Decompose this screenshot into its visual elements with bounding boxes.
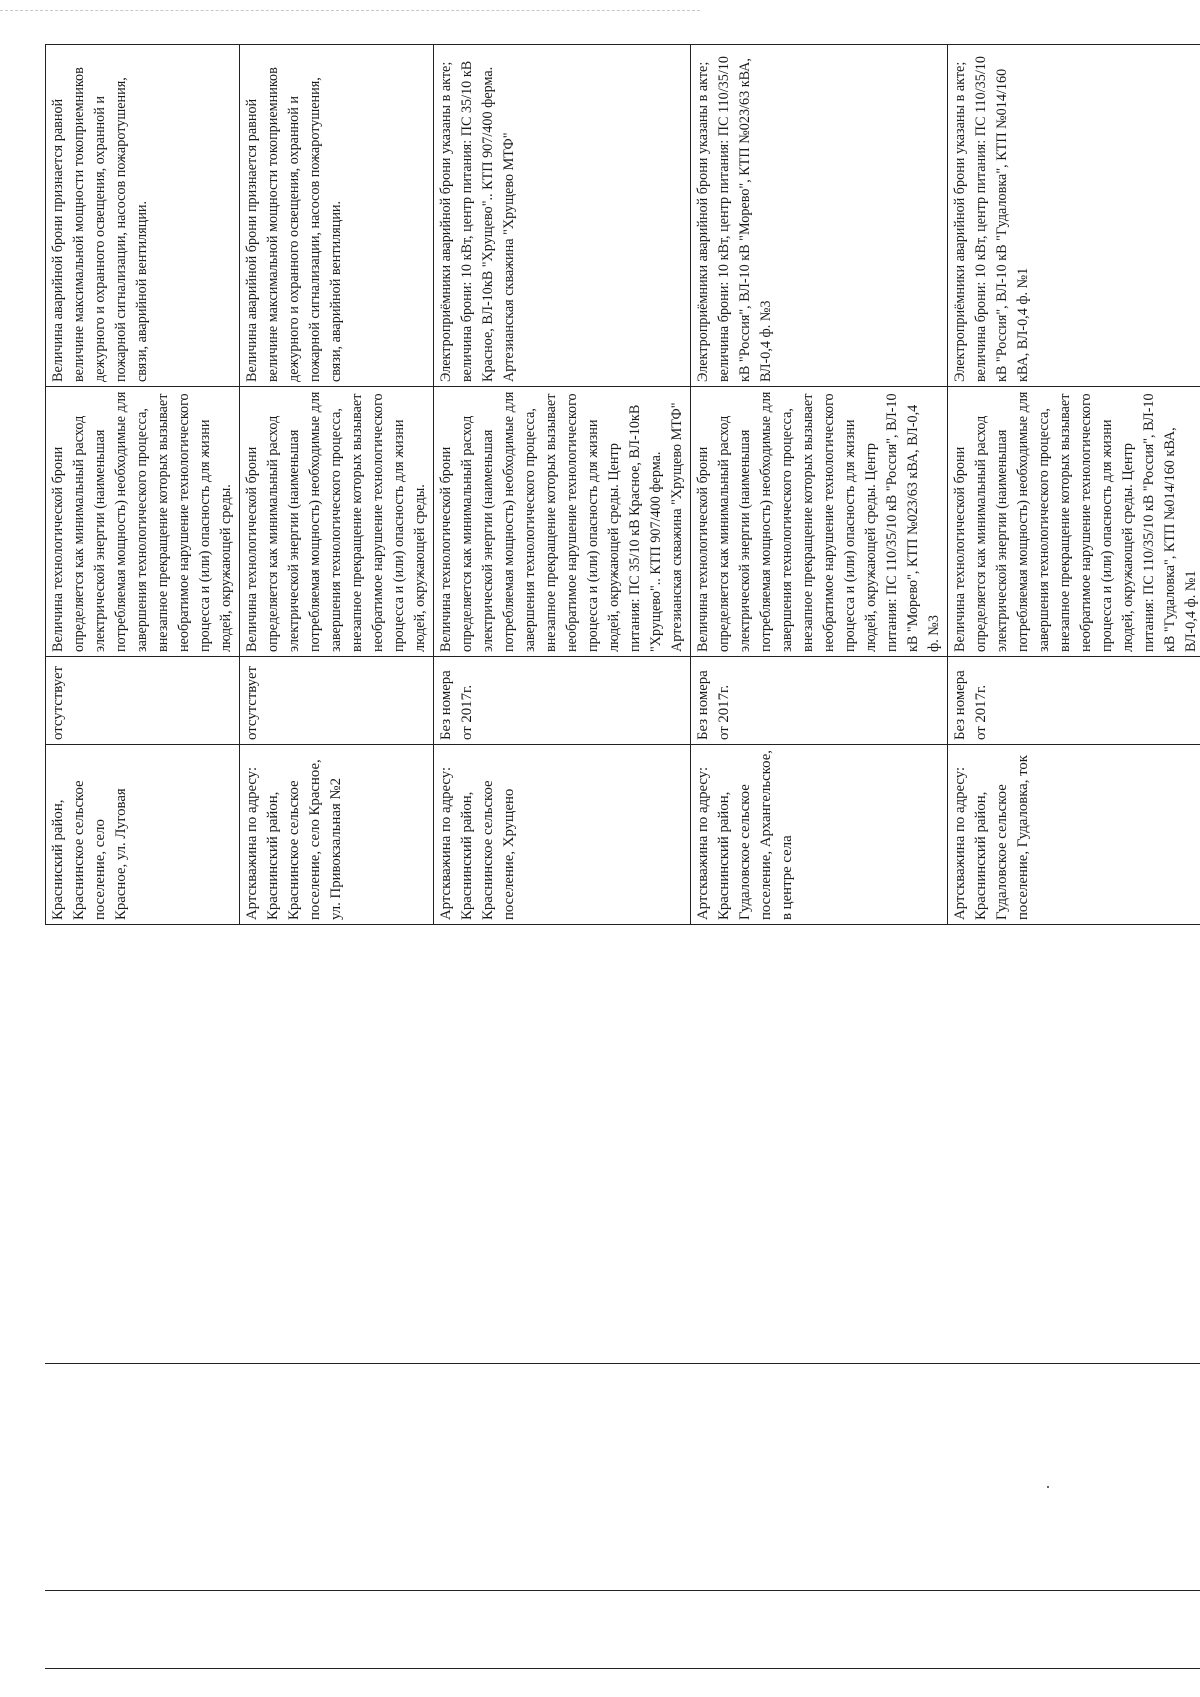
page-divider-line (45, 1668, 1200, 1669)
reserve-table (45, 44, 1200, 925)
cell-document: отсутствует (46, 657, 240, 745)
page-divider-line (45, 1363, 1200, 1364)
cell-avar-bron: Электроприёмники аварийной брони указаны в акте; величина брони: 10 кВт, центр питания: ПС 35/10 кВ Красное, ВЛ-10кВ "Хрущево".. КТП 907/400 ферма. Артезианская скважина "Хрущево МТФ" (434, 45, 691, 387)
scan-top-edge (0, 10, 700, 11)
cell-document: Без номера от 2017г. (948, 657, 1200, 745)
cell-address: Артскважина по адресу: Краснинский район, Краснинское сельское поселение, село Красное, ул. Привокзальная №2 (240, 745, 434, 925)
cell-address: Артскважина по адресу: Краснинский район, Краснинское сельское поселение, Хрущено (434, 745, 691, 925)
table-row (240, 45, 434, 925)
cell-document: Без номера от 2017г. (691, 657, 948, 745)
page-divider-line (45, 1590, 1200, 1591)
table-row (46, 45, 240, 925)
cell-avar-bron: Электроприёмники аварийной брони указаны в акте; величина брони: 10 кВт, центр питания: ПС 110/35/10 кВ "Россия", ВЛ-10 кВ "Гудаловка", КТП №014/160 кВА, ВЛ-0,4 ф. №1 (948, 45, 1200, 387)
rotated-table-wrapper (45, 45, 1200, 925)
cell-avar-bron: Электроприёмники аварийной брони указаны в акте; величина брони: 10 кВт, центр питания: ПС 110/35/10 кВ "Россия", ВЛ-10 кВ "Морево", КТП №023/63 кВА, ВЛ-0,4 ф. №3 (691, 45, 948, 387)
cell-tech-bron: Величина технологической брони определяется как минимальный расход электрической энергии (наименьшая потребляемая мощность) необходимые для завершения технологического процесса, внезапное прекращение которых вызывает необратимое нарушение технологического процесса и (или) опасность для жизни людей, окружающей среды. (46, 387, 240, 657)
scan-speck (1047, 1486, 1049, 1488)
table-row (434, 45, 691, 925)
cell-tech-bron: Величина технологической брони определяется как минимальный расход электрической энергии (наименьшая потребляемая мощность) необходимые для завершения технологического процесса, внезапное прекращение которых вызывает необратимое нарушение технологического процесса и (или) опасность для жизни людей, окружающей среды. Центр питания: ПС 35/10 кВ Красное, ВЛ-10кВ "Хрущево".. КТП 907/400 ферма. Артезианская скважина "Хрущево МТФ" (434, 387, 691, 657)
cell-address: Красниский район, Краснинское сельское поселение, село Красное, ул. Луговая (46, 745, 240, 925)
cell-tech-bron: Величина технологической брони определяется как минимальный расход электрической энергии (наименьшая потребляемая мощность) необходимые для завершения технологического процесса, внезапное прекращение которых вызывает необратимое нарушение технологического процесса и (или) опасность для жизни людей, окружающей среды. Центр питания: ПС 110/35/10 кВ "Россия", ВЛ-10 кВ "Гудаловка", КТП №014/160 кВА, ВЛ-0,4 ф. №1 (948, 387, 1200, 657)
cell-avar-bron: Величина аварийной брони признается равной величине максимальной мощности токоприемников дежурного и охранного освещения, охранной и пожарной сигнализации, насосов пожаротушения, связи, аварийной вентиляции. (46, 45, 240, 387)
cell-address: Артскважина по адресу: Краснинский район, Гудаловское сельское поселение, Гудаловка, ток (948, 745, 1200, 925)
table-row (948, 45, 1200, 925)
cell-document: Без номера от 2017г. (434, 657, 691, 745)
cell-address: Артскважина по адресу: Краснинский район, Гудаловское сельское поселение, Архангельское, в центре села (691, 745, 948, 925)
cell-tech-bron: Величина технологической брони определяется как минимальный расход электрической энергии (наименьшая потребляемая мощность) необходимые для завершения технологического процесса, внезапное прекращение которых вызывает необратимое нарушение технологического процесса и (или) опасность для жизни людей, окружающей среды. (240, 387, 434, 657)
cell-tech-bron: Величина технологической брони определяется как минимальный расход электрической энергии (наименьшая потребляемая мощность) необходимые для завершения технологического процесса, внезапное прекращение которых вызывает необратимое нарушение технологического процесса и (или) опасность для жизни людей, окружающей среды. Центр питания: ПС 110/35/10 кВ "Россия", ВЛ-10 кВ "Морево", КТП №023/63 кВА, ВЛ-0,4 ф. №3 (691, 387, 948, 657)
cell-document: отсутствует (240, 657, 434, 745)
cell-avar-bron: Величина аварийной брони признается равной величине максимальной мощности токоприемников дежурного и охранного освещения, охранной и пожарной сигнализации, насосов пожаротушения, связи, аварийной вентиляции. (240, 45, 434, 387)
table-row (691, 45, 948, 925)
